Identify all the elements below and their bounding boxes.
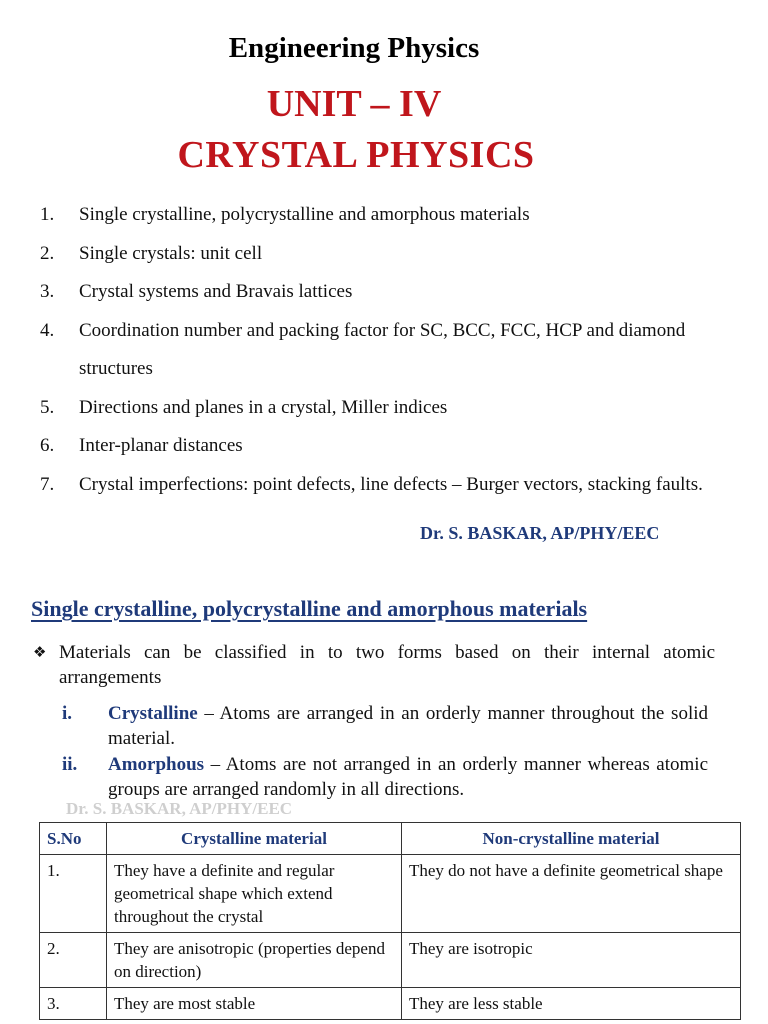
topic-text: Single crystalline, polycrystalline and amorphous materials xyxy=(79,204,530,225)
table-cell: They are anisotropic (properties depend on direction) xyxy=(107,933,402,988)
topic-item xyxy=(40,466,740,505)
topic-number: 5. xyxy=(40,396,55,418)
table-row xyxy=(40,933,741,988)
topic-item xyxy=(40,427,740,466)
course-title: Engineering Physics xyxy=(228,32,480,64)
definition-number: ii. xyxy=(62,754,78,775)
column-header-non-crystalline: Non-crystalline material xyxy=(402,823,741,855)
topic-title: CRYSTAL PHYSICS xyxy=(177,134,535,176)
definition-item xyxy=(62,701,708,751)
topic-number: 4. xyxy=(40,319,55,341)
topic-number: 2. xyxy=(40,242,55,264)
comparison-table xyxy=(39,822,741,1020)
definition-list xyxy=(62,701,708,803)
author-signature: Dr. S. BASKAR, AP/PHY/EEC xyxy=(420,523,660,543)
table-row xyxy=(40,988,741,1020)
table-cell: They have a definite and regular geometrical shape which extend throughout the crystal xyxy=(107,855,402,933)
topic-text: Directions and planes in a crystal, Miller indices xyxy=(79,396,448,418)
topic-item xyxy=(40,312,740,389)
topic-text: Crystal systems and Bravais lattices xyxy=(79,281,353,302)
topic-number: 7. xyxy=(40,473,55,495)
topic-number: 6. xyxy=(40,435,55,456)
diamond-bullet-icon: ❖ xyxy=(33,643,47,661)
table-cell: They do not have a definite geometrical shape xyxy=(402,855,741,933)
definition-term: Crystalline xyxy=(108,703,198,724)
topic-item xyxy=(40,235,740,274)
definition-text xyxy=(108,701,708,751)
table-header-row xyxy=(40,823,741,855)
topic-text: Single crystals: unit cell xyxy=(79,242,263,264)
column-header-sno: S.No xyxy=(40,823,107,855)
definition-number: i. xyxy=(62,703,73,724)
content-slide xyxy=(0,580,768,1024)
intro-paragraph xyxy=(33,640,715,690)
table-cell: 3. xyxy=(40,988,107,1020)
topic-text: Coordination number and packing factor for SC, BCC, FCC, HCP and diamond structures xyxy=(79,319,686,379)
definition-term: Amorphous xyxy=(108,754,205,775)
definition-body: – Atoms are not arranged in an orderly manner whereas atomic groups are arranged randomly in all directions. xyxy=(108,754,708,800)
definition-body: – Atoms are arranged in an orderly manner throughout the solid material. xyxy=(108,703,708,749)
table-cell: They are most stable xyxy=(107,988,402,1020)
topic-number: 3. xyxy=(40,281,55,302)
table-cell: 2. xyxy=(40,933,107,988)
topic-item xyxy=(40,196,740,235)
intro-text: Materials can be classified in to two forms based on their internal atomic arrangements xyxy=(59,642,715,688)
topic-number: 1. xyxy=(40,204,55,225)
topic-text: Crystal imperfections: point defects, line defects – Burger vectors, stacking faults. xyxy=(79,473,703,495)
section-heading: Single crystalline, polycrystalline and amorphous materials xyxy=(31,596,588,621)
author-watermark: Dr. S. BASKAR, AP/PHY/EEC xyxy=(66,799,293,818)
table-cell: 1. xyxy=(40,855,107,933)
unit-title: UNIT – IV xyxy=(266,83,442,125)
column-header-crystalline: Crystalline material xyxy=(107,823,402,855)
topic-item xyxy=(40,273,740,312)
definition-item xyxy=(62,752,708,802)
table-row xyxy=(40,855,741,933)
topic-list xyxy=(40,196,740,504)
table-cell: They are less stable xyxy=(402,988,741,1020)
definition-text xyxy=(108,752,708,802)
topic-item xyxy=(40,389,740,428)
topic-text: Inter-planar distances xyxy=(79,435,243,456)
table-cell: They are isotropic xyxy=(402,933,741,988)
